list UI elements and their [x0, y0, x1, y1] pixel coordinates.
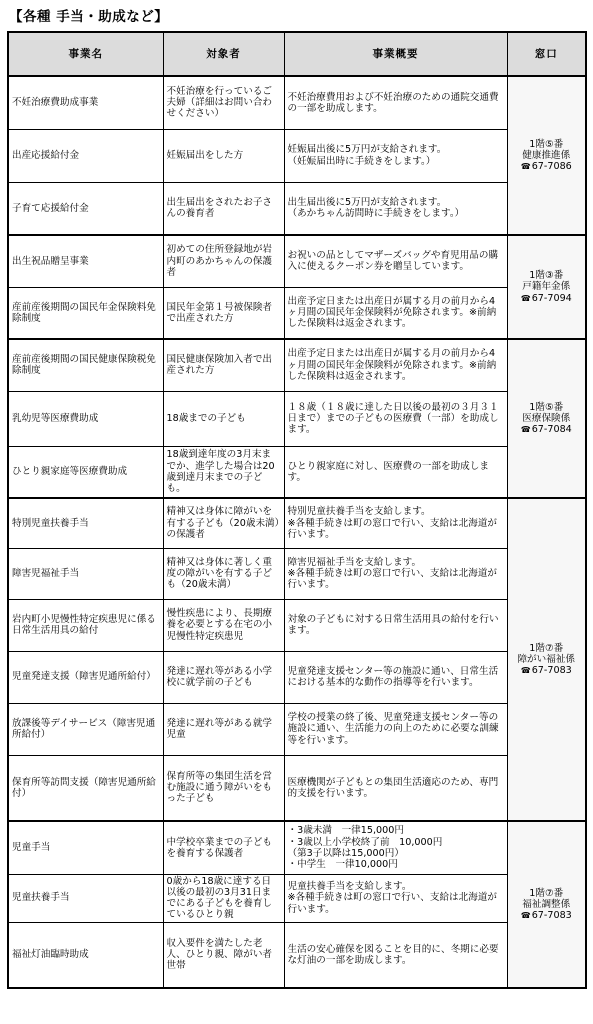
service-name: 保育所等訪問支援（障害児通所給付） [8, 755, 163, 821]
service-name: 不妊治療費助成事業 [8, 76, 163, 129]
overview-line: 児童扶養手当を支給します。 [287, 881, 412, 893]
overview-line: 学校の授業の終了後、児童発達支援センター等の施設に通い、生活能力の向上のために必要な訓練等を行います。 [287, 712, 499, 746]
overview-line: １８歳（１８歳に達した日以後の最初の３月３１日まで）までの子どもの医療費（一部）を助成します。 [287, 401, 499, 436]
overview-line: ひとり親家庭に対し、医療費の一部を助成します。 [287, 460, 489, 483]
table-row [8, 391, 586, 446]
header-target: 対象者 [163, 32, 284, 76]
service-name: 岩内町小児慢性特定疾患児に係る日常生活用具の給付 [8, 599, 163, 651]
service-target: 精神又は身体に障がいを有する子ども（20歳未満）の保護者 [163, 498, 284, 548]
service-target: 出生届出をされたお子さんの養育者 [163, 182, 284, 235]
phone-number: 67-7086 [531, 161, 572, 173]
service-name: ひとり親家庭等医療費助成 [8, 446, 163, 498]
service-name: 乳幼児等医療費助成 [8, 391, 163, 446]
table-row [8, 703, 586, 755]
table-header-row [8, 32, 586, 76]
service-target: 精神又は身体に著しく重度の障がいを有する子ども（20歳未満） [163, 548, 284, 599]
overview-line: ※各種手続きは町の窓口で行い、支給は北海道が行います。 [287, 892, 498, 915]
table-row [8, 651, 586, 703]
table-row [8, 548, 586, 599]
service-overview [284, 235, 507, 287]
table-row [8, 129, 586, 182]
service-name: 産前産後期間の国民健康保険税免除制度 [8, 339, 163, 391]
overview-line: 対象の子どもに対する日常生活用具の給付を行います。 [287, 613, 499, 636]
window-section: 健康推進係 [522, 149, 571, 161]
overview-line: 特別児童扶養手当を支給します。 [287, 506, 431, 518]
services-table [7, 31, 587, 989]
service-overview [284, 287, 507, 339]
window-phone[interactable] [511, 665, 583, 676]
service-target: 国民健康保険加入者で出産された方 [163, 339, 284, 391]
service-overview [284, 703, 507, 755]
service-target: 初めての住所登録地が岩内町のあかちゃんの保護者 [163, 235, 284, 287]
service-overview [284, 182, 507, 235]
phone-number: 67-7083 [531, 910, 572, 922]
service-target: 発達に遅れ等がある就学児童 [163, 703, 284, 755]
service-target: 中学校卒業までの子どもを養育する保護者 [163, 821, 284, 874]
phone-number: 67-7094 [531, 292, 572, 304]
table-row [8, 446, 586, 498]
header-window: 窓口 [507, 32, 586, 76]
overview-line: （第3子以降は15,000円） [287, 847, 404, 859]
table-row [8, 922, 586, 988]
overview-line: 出産予定日または出産日が属する月の前月から4ヶ月間の国民年金保険料が免除されます。※前納した保険料は返金されます。 [287, 295, 497, 330]
table-row [8, 287, 586, 339]
table-row [8, 755, 586, 821]
table-row [8, 821, 586, 874]
overview-line: 児童発達支援センター等の施設に通い、日常生活における基本的な動作の指導等を行います。 [287, 665, 499, 688]
overview-line: 障害児福祉手当を支給します。 [287, 556, 422, 568]
service-name: 福祉灯油臨時助成 [8, 922, 163, 988]
telephone-icon: ☎ [520, 293, 531, 303]
window-section: 福祉調整係 [522, 898, 571, 910]
overview-line: 不妊治療費用および不妊治療のための通院交通費の一部を助成します。 [287, 91, 499, 114]
service-overview [284, 548, 507, 599]
service-overview [284, 76, 507, 129]
window-phone[interactable] [511, 424, 583, 435]
service-overview [284, 446, 507, 498]
window-floor: 1階⑤番 [529, 401, 564, 413]
window-section: 医療保険係 [522, 412, 571, 424]
telephone-icon: ☎ [520, 162, 531, 172]
overview-line: ※各種手続きは町の窓口で行い、支給は北海道が行います。 [287, 567, 498, 591]
service-target: 18歳到達年度の3月末までか、進学した場合は20歳到達月末までの子ども。 [163, 446, 284, 498]
table-row [8, 235, 586, 287]
telephone-icon: ☎ [520, 666, 531, 676]
service-target: 保育所等の集団生活を営む施設に通う障がいをもった子ども [163, 755, 284, 821]
overview-line: ・3歳未満 一律15,000円 [287, 825, 404, 837]
service-name: 障害児福祉手当 [8, 548, 163, 599]
overview-line: ・中学生 一律10,000円 [287, 858, 398, 870]
service-overview [284, 498, 507, 548]
overview-line: お祝いの品としてマザーズバッグや育児用品の購入に使えるクーポン券を贈呈しています。 [287, 250, 499, 273]
overview-line: ※各種手続きは町の窓口で行い、支給は北海道が行います。 [287, 517, 498, 540]
service-target: 収入要件を満たした老人、ひとり親、障がい者世帯 [163, 922, 284, 988]
contact-window [507, 339, 586, 498]
service-overview [284, 339, 507, 391]
overview-line: 生活の安心確保を図ることを目的に、冬期に必要な灯油の一部を助成します。 [287, 943, 499, 966]
window-floor: 1階③番 [529, 270, 564, 282]
table-row [8, 182, 586, 235]
window-phone[interactable] [511, 910, 583, 921]
service-name: 産前産後期間の国民年金保険料免除制度 [8, 287, 163, 339]
service-target: 不妊治療を行っているご夫婦（詳細はお問い合わせください） [163, 76, 284, 129]
service-name: 出産応援給付金 [8, 129, 163, 182]
table-row [8, 498, 586, 548]
service-overview [284, 874, 507, 922]
overview-line: 出産予定日または出産日が属する月の前月から4ヶ月間の国民年金保険料が免除されます。※前納した保険料は返金されます。 [287, 348, 497, 382]
service-overview [284, 651, 507, 703]
table-row [8, 599, 586, 651]
contact-window [507, 498, 586, 821]
contact-window [507, 821, 586, 988]
service-name: 児童手当 [8, 821, 163, 874]
table-row [8, 339, 586, 391]
table-body [8, 76, 586, 988]
overview-line: （あかちゃん訪問時に手続きをします。） [287, 208, 465, 220]
contact-window [507, 235, 586, 339]
window-phone[interactable] [511, 161, 583, 172]
window-phone[interactable] [511, 293, 583, 304]
service-overview [284, 391, 507, 446]
service-name: 児童発達支援（障害児通所給付） [8, 651, 163, 703]
window-floor: 1階⑦番 [529, 887, 564, 899]
window-section: 戸籍年金係 [522, 281, 571, 293]
service-target: 慢性疾患により、長期療養を必要とする在宅の小児慢性特定疾患児 [163, 599, 284, 651]
service-overview [284, 599, 507, 651]
header-overview: 事業概要 [284, 32, 507, 76]
service-name: 出生祝品贈呈事業 [8, 235, 163, 287]
overview-line: 妊娠届出後に5万円が支給されます。 [287, 144, 447, 156]
page-title: 【各種 手当・助成など】 [9, 9, 169, 25]
phone-number: 67-7084 [531, 424, 572, 436]
service-target: 妊娠届出をした方 [163, 129, 284, 182]
phone-number: 67-7083 [531, 665, 572, 677]
window-floor: 1階⑤番 [529, 138, 564, 150]
service-name: 特別児童扶養手当 [8, 498, 163, 548]
table-row [8, 874, 586, 922]
telephone-icon: ☎ [520, 425, 531, 435]
service-name: 放課後等デイサービス（障害児通所給付） [8, 703, 163, 755]
service-overview [284, 922, 507, 988]
service-target: 18歳までの子ども [163, 391, 284, 446]
service-name: 児童扶養手当 [8, 874, 163, 922]
window-section: 障がい福祉係 [517, 653, 576, 665]
service-overview [284, 129, 507, 182]
header-service-name: 事業名 [8, 32, 163, 76]
service-target: 国民年金第１号被保険者で出産された方 [163, 287, 284, 339]
service-overview [284, 821, 507, 874]
service-name: 子育て応援給付金 [8, 182, 163, 235]
window-floor: 1階⑦番 [529, 642, 564, 654]
service-overview [284, 755, 507, 821]
table-row [8, 76, 586, 129]
service-target: 発達に遅れ等がある小学校に就学前の子ども [163, 651, 284, 703]
overview-line: 出生届出後に5万円が支給されます。 [287, 197, 447, 209]
overview-line: ・3歳以上小学校終了前 10,000円 [287, 836, 443, 848]
overview-line: 医療機関が子どもとの集団生活適応のため、専門的支援を行います。 [287, 776, 499, 799]
telephone-icon: ☎ [520, 911, 531, 921]
contact-window [507, 76, 586, 235]
overview-line: （妊娠届出時に手続きをします。） [287, 155, 436, 167]
service-target: 0歳から18歳に達する日以後の最初の3月31日までにある子どもを養育しているひとり親 [163, 874, 284, 922]
